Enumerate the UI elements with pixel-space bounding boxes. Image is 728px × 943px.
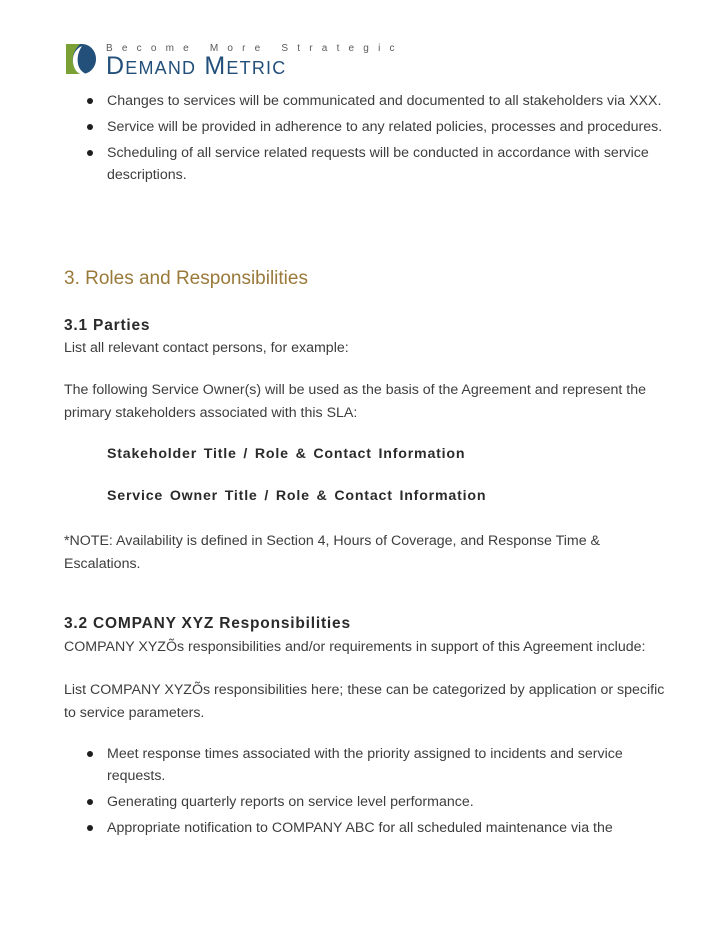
list-item: Generating quarterly reports on service level performance. [64,791,674,813]
company-intro: COMPANY XYZÕs responsibilities and/or requirements in support of this Agreement include: [64,639,646,655]
brand-name: Demand Metric [106,52,287,80]
availability-note: *NOTE: Availability is defined in Section 4, Hours of Coverage, and Response Time & Escalations. [64,533,600,572]
list-item: Meet response times associated with the priority assigned to incidents and service requests. [64,743,674,787]
bullet-list-service-terms [64,90,674,190]
header-logo [64,40,404,80]
list-item: Service will be provided in adherence to any related policies, processes and procedures. [64,116,674,138]
list-item: Changes to services will be communicated and documented to all stakeholders via XXX. [64,90,674,112]
service-owner-role-line: Service Owner Title / Role & Contact Information [107,488,487,504]
subsection-heading-company: 3.2 COMPANY XYZ Responsibilities [64,615,351,632]
subsection-heading-parties: 3.1 Parties [64,317,151,334]
company-list-instructions: List COMPANY XYZÕs responsibilities here; these can be categorized by application or specific to service parameters. [64,682,665,721]
section-heading-roles: 3. Roles and Responsibilities [64,268,308,289]
service-owners-paragraph: The following Service Owner(s) will be used as the basis of the Agreement and represent the primary stakeholders associated with this SLA: [64,382,646,421]
list-item: Appropriate notification to COMPANY ABC for all scheduled maintenance via the [64,817,674,839]
stakeholder-role-line: Stakeholder Title / Role & Contact Information [107,446,466,462]
list-item: Scheduling of all service related requests will be conducted in accordance with service descriptions. [64,142,674,186]
bullet-list-company-responsibilities [64,743,674,843]
brand-tagline: Become More Strategic [106,43,404,54]
parties-intro: List all relevant contact persons, for example: [64,340,349,356]
demand-metric-logo-icon [64,42,98,76]
